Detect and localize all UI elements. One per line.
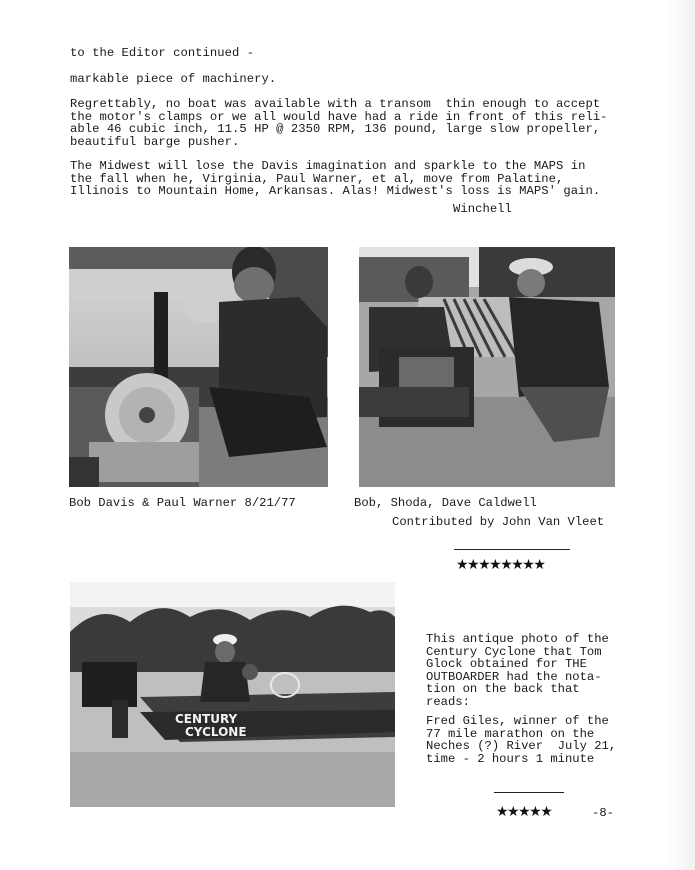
photo-caption-right: Bob, Shoda, Dave Caldwell bbox=[354, 496, 537, 510]
photo-credit: Contributed by John Van Vleet bbox=[392, 515, 605, 529]
antique-text-line: tion on the back that bbox=[426, 682, 580, 697]
star-separator: ★★★★★ bbox=[496, 804, 552, 820]
antique-text-line: This antique photo of the bbox=[426, 632, 609, 646]
antique-text-line: Neches (?) River July 21, bbox=[426, 739, 617, 754]
letter-paragraph-1: markable piece of machinery. bbox=[70, 72, 277, 86]
antique-text-line: 77 mile marathon on the bbox=[426, 726, 595, 741]
page-number: -8- bbox=[592, 806, 614, 820]
signature: Winchell bbox=[453, 202, 512, 216]
letter-paragraph-2-line: Regrettably, no boat was available with a transom thin enough to accept bbox=[70, 97, 601, 111]
letter-paragraph-3-line: The Midwest will lose the Davis imagination and sparkle to the MAPS in bbox=[70, 159, 586, 173]
boat-name-line2: CYCLONE bbox=[185, 725, 247, 739]
antique-text-line: OUTBOARDER had the nota- bbox=[426, 669, 602, 684]
letter-paragraph-2-line: the motor's clamps or we all would have had a ride in front of this reli- bbox=[70, 109, 608, 124]
star-separator: ★★★★★★★★ bbox=[456, 557, 545, 573]
antique-text-line: Glock obtained for THE bbox=[426, 657, 587, 672]
photo-caption-left: Bob Davis & Paul Warner 8/21/77 bbox=[69, 496, 296, 510]
antique-text-line: Fred Giles, winner of the bbox=[426, 714, 609, 728]
letter-paragraph-2-line: beautiful barge pusher. bbox=[70, 134, 240, 149]
letter-paragraph-3-line: Illinois to Mountain Home, Arkansas. Alas! Midwest's loss is MAPS' gain. bbox=[70, 184, 601, 199]
photo-bob-davis-paul-warner bbox=[69, 247, 328, 487]
antique-text-line: reads: bbox=[426, 695, 470, 709]
photo-century-cyclone bbox=[70, 582, 395, 807]
letter-paragraph-2-line: able 46 cubic inch, 11.5 HP @ 2350 RPM, 136 pound, large slow propeller, bbox=[70, 122, 601, 137]
separator-rule bbox=[454, 549, 570, 550]
antique-text-line: time - 2 hours 1 minute bbox=[426, 751, 595, 766]
boat-name-line1: CENTURY bbox=[175, 712, 238, 726]
photo-bob-shoda-dave-caldwell bbox=[359, 247, 615, 487]
antique-text-line: Century Cyclone that Tom bbox=[426, 644, 602, 659]
separator-rule bbox=[494, 792, 564, 793]
page-edge-shadow bbox=[667, 0, 695, 870]
letter-heading: to the Editor continued - bbox=[70, 46, 255, 60]
letter-paragraph-3-line: the fall when he, Virginia, Paul Warner, et al, move from Palatine, bbox=[70, 171, 564, 186]
